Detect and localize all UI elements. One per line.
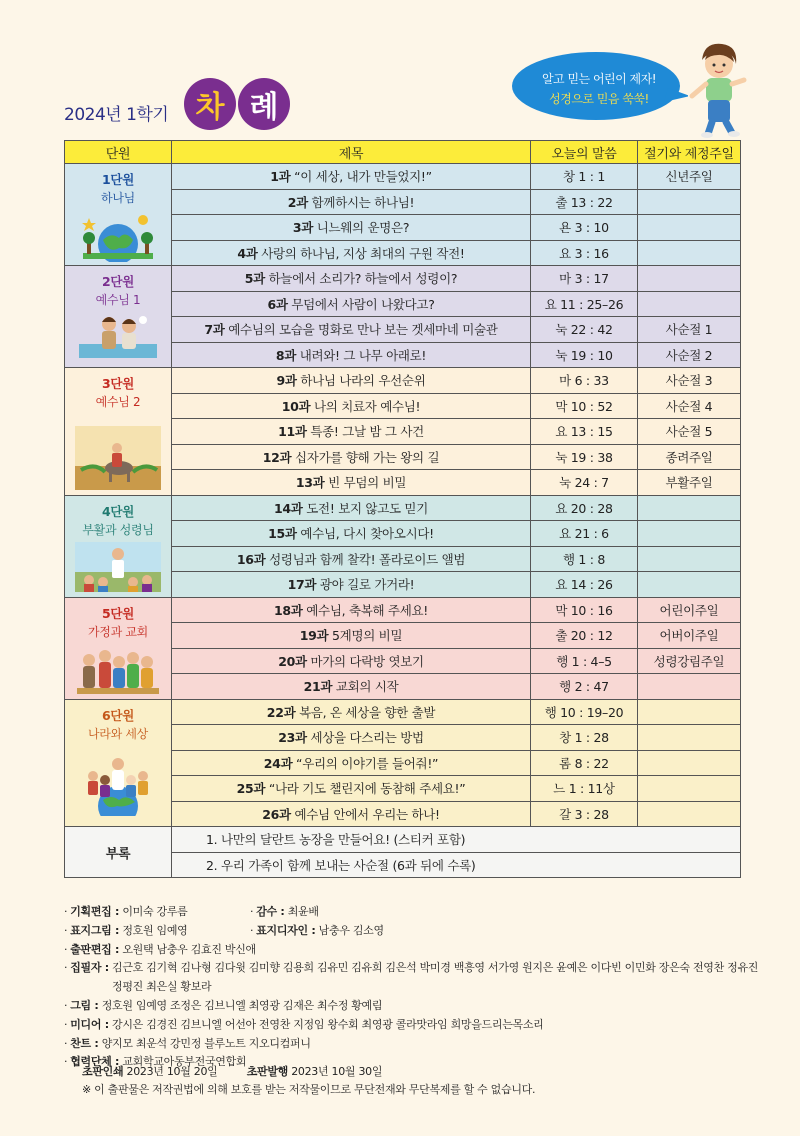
lesson-verse: 행 2 : 47: [531, 674, 638, 700]
lesson-feast: 사순절 1: [638, 317, 741, 343]
lesson-feast: [638, 674, 741, 700]
credit-value: 정호원 임예영 조정은 김브니엘 최영광 김재은 최수정 황예림: [101, 998, 383, 1012]
lesson-verse: 갈 3 : 28: [531, 801, 638, 827]
lesson-verse: 막 10 : 16: [531, 597, 638, 623]
lesson-verse: 욘 3 : 10: [531, 215, 638, 241]
unit-number: 3단원: [102, 376, 134, 391]
lesson-title: 26과 예수님 안에서 우리는 하나!: [172, 801, 531, 827]
lesson-verse: 눅 19 : 38: [531, 444, 638, 470]
credit-label: 표지디자인 :: [256, 923, 316, 937]
unit-name: 나라와 세상: [88, 726, 148, 741]
unit-cell-5: [65, 597, 172, 699]
unit-cell-6: [65, 699, 172, 827]
lesson-feast: [638, 572, 741, 598]
lesson-title: 22과 복음, 온 세상을 향한 출발: [172, 699, 531, 725]
family-church-illustration: [77, 644, 159, 694]
credit-label: 협력단체 :: [70, 1055, 120, 1069]
credit-label: 그림 :: [70, 998, 99, 1012]
lesson-feast: 성령강림주일: [638, 648, 741, 674]
credit-row: · 미디어 : 강시은 김경진 김브니엘 어선아 전영찬 지정임 왕수회 최영광 콜라맛라임 희망을드리는목소리: [64, 1016, 764, 1035]
credit-row: · 그림 : 정호원 임예영 조정은 김브니엘 최영광 김재은 최수정 황예림: [64, 997, 764, 1016]
unit-cell-3: [65, 368, 172, 496]
credit-value: 교회학교아동부전국연합회: [122, 1055, 247, 1069]
print-date: 2023년 10월 20일: [126, 1065, 218, 1078]
lesson-title: 18과 예수님, 축복해 주세요!: [172, 597, 531, 623]
lesson-verse: 느 1 : 11상: [531, 776, 638, 802]
lesson-feast: [638, 291, 741, 317]
lesson-verse: 요 21 : 6: [531, 521, 638, 547]
credit-row: · 찬트 : 양지모 최운석 강민정 블루노트 지오디컴퍼니: [64, 1035, 764, 1054]
lesson-title: 9과 하나님 나라의 우선순위: [172, 368, 531, 394]
title-char-1: 차: [184, 78, 236, 130]
credit-value: 남충우 김소영: [318, 923, 384, 937]
col-header-feast: 절기와 제정주일: [638, 141, 741, 164]
credit-value: 김근호 김기혁 김나형 김다윗 김미향 김용희 김유민 김유희 김은석 박미경 백흥영 서가영 원지은 윤예은 이다빈 이민화 장은숙 전영찬 정유진 정평진 최은실 황보라: [112, 961, 759, 994]
table-row: [65, 495, 741, 521]
lesson-verse: 마 3 : 17: [531, 266, 638, 292]
appendix-label: 부록: [65, 827, 172, 878]
speech-bubble: [508, 48, 688, 126]
lesson-verse: 창 1 : 1: [531, 164, 638, 190]
lesson-feast: [638, 801, 741, 827]
credit-label: 표지그림 :: [70, 923, 120, 937]
lesson-title: 20과 마가의 다락방 엿보기: [172, 648, 531, 674]
publication-dates: [82, 1063, 535, 1081]
lesson-verse: 행 1 : 4–5: [531, 648, 638, 674]
unit-number: 5단원: [102, 605, 134, 621]
appendix-item-1: 1. 나만의 달란트 농장을 만들어요! (스티커 포함): [172, 827, 741, 853]
publication-info: [82, 1063, 535, 1099]
palm-sunday-illustration: [75, 426, 161, 490]
lesson-verse: 행 1 : 8: [531, 546, 638, 572]
credits-block: [64, 903, 764, 1072]
table-row: [65, 597, 741, 623]
lesson-title: 3과 니느웨의 운명은?: [172, 215, 531, 241]
lesson-feast: 신년주일: [638, 164, 741, 190]
credit-value: 오원택 남충우 김효진 박신애: [122, 942, 256, 956]
credit-value: 양지모 최운석 강민정 블루노트 지오디컴퍼니: [101, 1036, 311, 1050]
lesson-title: 15과 예수님, 다시 찾아오시다!: [172, 521, 531, 547]
unit-name: 가정과 교회: [88, 624, 148, 639]
lesson-feast: [638, 725, 741, 751]
appendix-row: [65, 827, 741, 853]
lesson-title: 2과 함께하시는 하나님!: [172, 189, 531, 215]
lesson-feast: 사순절 4: [638, 393, 741, 419]
lesson-title: 17과 광야 길로 가거라!: [172, 572, 531, 598]
lesson-verse: 눅 22 : 42: [531, 317, 638, 343]
lesson-feast: 사순절 2: [638, 342, 741, 368]
lesson-verse: 요 11 : 25–26: [531, 291, 638, 317]
lesson-title: 1과 “이 세상, 내가 만들었지!”: [172, 164, 531, 190]
lesson-title: 13과 빈 무덤의 비밀: [172, 470, 531, 496]
lesson-feast: [638, 776, 741, 802]
semester-label: 2024년 1학기: [64, 105, 169, 125]
issue-date: 2023년 10월 30일: [291, 1065, 383, 1078]
credit-row: · 출판편집 : 오원택 남충우 김효진 박신애: [64, 941, 764, 960]
credit-row: · 표지그림 : 정호원 임예영 · 표지디자인 : 남충우 김소영: [64, 922, 764, 941]
col-header-verse: 오늘의 말씀: [531, 141, 638, 164]
lesson-verse: 요 13 : 15: [531, 419, 638, 445]
credit-row: · 기획편집 : 이미숙 강루름 · 감수 : 최윤배: [64, 903, 764, 922]
child-illustration: [684, 38, 754, 138]
unit-name: 하나님: [101, 191, 135, 205]
unit-name: 부활과 성령님: [82, 522, 154, 537]
print-label: 초판인쇄: [82, 1065, 124, 1078]
lesson-verse: 눅 19 : 10: [531, 342, 638, 368]
lesson-title: 8과 내려와! 그 나무 아래로!: [172, 342, 531, 368]
lesson-feast: [638, 521, 741, 547]
credit-value: 최윤배: [287, 905, 319, 918]
lesson-verse: 요 20 : 28: [531, 495, 638, 521]
lesson-title: 23과 세상을 다스리는 방법: [172, 725, 531, 751]
speech-bubble-shape: [508, 48, 688, 126]
lesson-verse: 롬 8 : 22: [531, 750, 638, 776]
table-row: [65, 164, 741, 190]
lesson-verse: 창 1 : 28: [531, 725, 638, 751]
page-title: [184, 78, 290, 130]
table-row: [65, 266, 741, 292]
credit-value: 이미숙 강루름: [122, 905, 188, 918]
bubble-line-1: 알고 믿는 어린이 제자!: [541, 72, 657, 86]
lesson-feast: [638, 699, 741, 725]
col-header-unit: 단원: [65, 141, 172, 164]
credit-label: 감수 :: [256, 905, 285, 918]
toc-table: [64, 140, 741, 878]
credit-label: 집필자 :: [70, 961, 109, 975]
lesson-verse: 마 6 : 33: [531, 368, 638, 394]
lesson-verse: 출 20 : 12: [531, 623, 638, 649]
lesson-feast: [638, 266, 741, 292]
lesson-title: 14과 도전! 보지 않고도 믿기: [172, 495, 531, 521]
unit-cell-2: [65, 266, 172, 368]
lesson-title: 11과 특종! 그날 밤 그 사건: [172, 419, 531, 445]
unit-number: 2단원: [102, 274, 134, 289]
lesson-verse: 막 10 : 52: [531, 393, 638, 419]
resurrection-illustration: [75, 542, 161, 592]
credit-value: 강시은 김경진 김브니엘 어선아 전영찬 지정임 왕수회 최영광 콜라맛라임 희망을드리는목소리: [112, 1017, 544, 1031]
unit-cell-1: [65, 164, 172, 266]
lesson-verse: 요 3 : 16: [531, 240, 638, 266]
table-row: [65, 368, 741, 394]
credit-label: 출판편집 :: [70, 942, 120, 956]
lesson-title: 6과 무덤에서 사람이 나왔다고?: [172, 291, 531, 317]
credit-row: · 협력단체 : 교회학교아동부전국연합회: [64, 1053, 764, 1072]
lesson-feast: [638, 240, 741, 266]
lesson-title: 4과 사랑의 하나님, 지상 최대의 구원 작전!: [172, 240, 531, 266]
credit-row: · 집필자 : 김근호 김기혁 김나형 김다윗 김미향 김용희 김유민 김유희 김은석 박미경 백흥영 서가영 원지은 윤예은 이다빈 이민화 장은숙 전영찬 정유진 정평진 최은실 황보라: [64, 959, 764, 997]
lesson-feast: 사순절 5: [638, 419, 741, 445]
lesson-feast: 어버이주일: [638, 623, 741, 649]
lesson-verse: 눅 24 : 7: [531, 470, 638, 496]
lesson-feast: [638, 189, 741, 215]
lesson-feast: [638, 546, 741, 572]
unit-number: 4단원: [102, 503, 134, 519]
unit-name: 예수님 2: [95, 395, 141, 409]
issue-label: 초판발행: [246, 1065, 288, 1078]
lesson-feast: 부활주일: [638, 470, 741, 496]
lesson-title: 19과 5계명의 비밀: [172, 623, 531, 649]
copyright-notice: ※ 이 출판물은 저작권법에 의해 보호를 받는 저작물이므로 무단전재와 무단복제를 할 수 없습니다.: [82, 1083, 536, 1096]
title-char-2: 례: [238, 78, 290, 130]
creation-illustration: [79, 210, 157, 262]
col-header-title: 제목: [172, 141, 531, 164]
lesson-title: 21과 교회의 시작: [172, 674, 531, 700]
credit-value: 정호원 임예영: [122, 923, 188, 937]
lesson-title: 5과 하늘에서 소리가? 하늘에서 성령이?: [172, 266, 531, 292]
unit-number: 6단원: [102, 707, 134, 723]
lesson-title: 7과 예수님의 모습을 명화로 만나 보는 겟세마네 미술관: [172, 317, 531, 343]
unit-cell-4: [65, 495, 172, 597]
lesson-verse: 출 13 : 22: [531, 189, 638, 215]
lesson-verse: 행 10 : 19–20: [531, 699, 638, 725]
lesson-title: 25과 “나라 기도 챌린지에 동참해 주세요!”: [172, 776, 531, 802]
table-header-row: [65, 141, 741, 164]
lesson-feast: [638, 750, 741, 776]
lesson-title: 16과 성령님과 함께 찰칵! 폴라로이드 앨범: [172, 546, 531, 572]
lesson-feast: 사순절 3: [638, 368, 741, 394]
credit-label: 미디어 :: [70, 1017, 109, 1031]
credit-label: 찬트 :: [70, 1036, 99, 1050]
unit-name: 예수님 1: [95, 293, 141, 307]
lesson-title: 24과 “우리의 이야기를 들어줘!”: [172, 750, 531, 776]
table-row: [65, 699, 741, 725]
credit-label: 기획편집 :: [70, 905, 120, 918]
appendix-item-2: 2. 우리 가족이 함께 보내는 사순절 (6과 뒤에 수록): [172, 852, 741, 878]
lesson-title: 12과 십자가를 향해 가는 왕의 길: [172, 444, 531, 470]
bubble-line-2: 성경으로 믿음 쑥쑥!: [549, 92, 649, 106]
lesson-feast: [638, 215, 741, 241]
lesson-verse: 요 14 : 26: [531, 572, 638, 598]
lesson-feast: 종려주일: [638, 444, 741, 470]
lesson-title: 10과 나의 치료자 예수님!: [172, 393, 531, 419]
baptism-illustration: [79, 312, 157, 358]
lesson-feast: [638, 495, 741, 521]
lesson-feast: 어린이주일: [638, 597, 741, 623]
nations-world-illustration: [77, 754, 159, 816]
unit-number: 1단원: [102, 172, 134, 187]
